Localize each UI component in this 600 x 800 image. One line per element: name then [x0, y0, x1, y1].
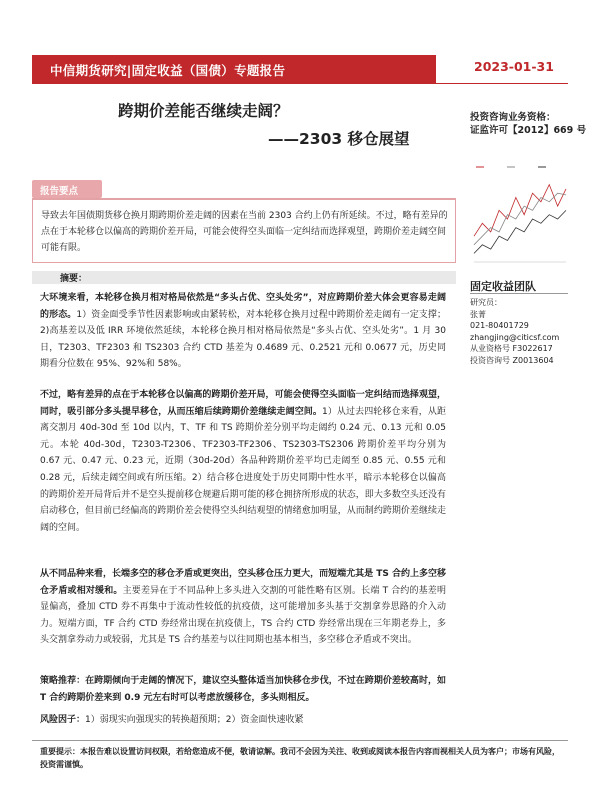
paragraph-1-body: 1）资金面受季节性因素影响或由紧转松，对本轮移仓换月过程中跨期价差走阔有一定支撑；2)高基差以及低 IRR 环境依然延续，本轮移仓换月相对格局依然是“多头占优、空头处劣”。1 月 30 日，T2303、TF2303 和 TS2303 合约 CTD 基差为 0.4689 元、0.2521 元和 0.0677 元，历史同期看分位数在 95%、92%和 58%。	[40, 309, 446, 370]
header-divider	[32, 83, 568, 84]
paragraph-2-lead: 不过，略有差异的点在于本轮移仓以偏高的跨期价差开局，可能会使得空头面临一定纠结而选择观望，同时，吸引部分多头提早移仓，从而压缩后续跨期价差继续走阔空间。	[40, 390, 446, 417]
paragraph-1	[40, 290, 446, 373]
report-header-band	[32, 55, 436, 83]
team-divider	[470, 293, 568, 294]
team-phone: 021-80401729	[470, 321, 529, 331]
certification-block	[470, 111, 586, 137]
summary-tag-label: 报告要点	[40, 186, 79, 197]
report-date: 2023-01-31	[474, 59, 554, 74]
report-title: 跨期价差能否继续走阔？	[118, 102, 289, 120]
risk-label: 风险因子：	[40, 715, 86, 725]
cover-chart	[470, 162, 570, 270]
team-name: 张菁	[470, 309, 486, 319]
cover-chart-svg	[470, 162, 570, 270]
paragraph-3-lead: 从不同品种来看，长端多空的移仓矛盾或更突出，空头移仓压力更大，而短端尤其是 TS 合约上多空移仓矛盾或相对缓和。	[40, 569, 446, 596]
team-info	[470, 297, 559, 367]
team-license-2: 投资咨询号 Z0013604	[470, 355, 554, 365]
report-series-title: 中信期货研究|固定收益（国债）专题报告	[50, 63, 286, 78]
chart-series-line	[474, 210, 566, 253]
disclaimer-divider	[32, 740, 568, 741]
paragraph-3-body: 主要差异在于不同品种上多头进入交割的可能性略有区别。长端 T 合约的基差明显偏高，叠加 CTD 券不再集中于流动性较低的抗疫债，这可能增加多头基于交割拿券思路的介入动力。短端方面，TF 合约 CTD 券经常出现在抗疫债上，TS 合约 CTD 券经常出现在三年期老券上，多头交割拿券动力或较弱，尤其是 TS 合约基差与以往同期也基本相当，多空移仓矛盾或不突出。	[40, 585, 446, 646]
risk-text: 1）弱现实向强现实的转换超预期；2）资金面快速收紧	[85, 715, 304, 725]
report-subtitle: ——2303 移仓展望	[268, 130, 410, 148]
paragraph-4	[40, 673, 446, 706]
disclaimer-text: 重要提示：本报告难以设置访问权限，若给您造成不便，敬请谅解。我司不会因为关注、收到或阅读本报告内容而视相关人员为客户；市场有风险，投资需谨慎。	[40, 747, 560, 769]
team-license-1: 从业资格号 F3022617	[470, 344, 553, 354]
certification-license: 证监许可【2012】669 号	[470, 125, 587, 136]
paragraph-3	[40, 566, 446, 649]
paragraph-2	[40, 387, 446, 536]
paragraph-1-lead: 大环境来看，本轮移仓换月相对格局依然是“多头占优、空头处劣”，对应跨期价差大体会更容易走阔的形态。	[40, 293, 446, 320]
team-title: 固定收益团队	[470, 280, 536, 293]
paragraph-2-body: 1）从过去四轮移仓来看，从距离交割月 40d-30d 至 10d 以内，T、TF 和 TS 跨期价差分别平均走阔约 0.24 元、0.13 元和 0.05 元。本轮 40d-30d，T2303-T2306、TF2303-TF2306、TS2303-TS2306 跨期价差平均分别为 0.67 元、0.47 元、0.23 元，近期（30d-20d）各品种跨期价差平均已走阔至 0.85 元、0.55 元和 0.28 元，后续走阔空间或有所压缩。2）结合移仓进度处于历史同期中性水平，暗示本轮移仓以偏高的跨期价差开局背后并不是空头提前移仓规避后期可能的移仓拥挤所形成的状态，即大多数空头还没有启动移仓，但目前已经偏高的跨期价差会使得空头纠结观望的情绪愈加明显，从而制约跨期价差继续走阔的空间。	[40, 406, 446, 533]
team-email: zhangjing@citicsf.com	[470, 332, 560, 342]
risk-factors	[40, 712, 446, 729]
chart-series-line	[474, 193, 566, 245]
digest-bar	[32, 271, 456, 284]
summary-box	[32, 198, 456, 263]
strategy-text: 策略推荐：在跨期倾向于走阔的情况下，建议空头整体适当加快移仓步伐，不过在跨期价差较高时，如 T 合约跨期价差来到 0.9 元左右时可以考虑放缓移仓，多头则相反。	[40, 676, 446, 703]
digest-label: 摘要：	[60, 274, 88, 284]
summary-tag	[32, 180, 102, 198]
summary-text: 导致去年国债期货移仓换月期跨期价差走阔的因素在当前 2303 合约上仍有所延续。不过，略有差异的点在于本轮移仓以偏高的跨期价差开局，可能会使得空头面临一定纠结而选择观望，跨期价差走阔空间可能有限。	[41, 211, 448, 253]
team-role: 研究员：	[470, 298, 502, 307]
chart-series-line	[474, 185, 566, 237]
certification-label: 投资咨询业务资格：	[470, 112, 556, 123]
